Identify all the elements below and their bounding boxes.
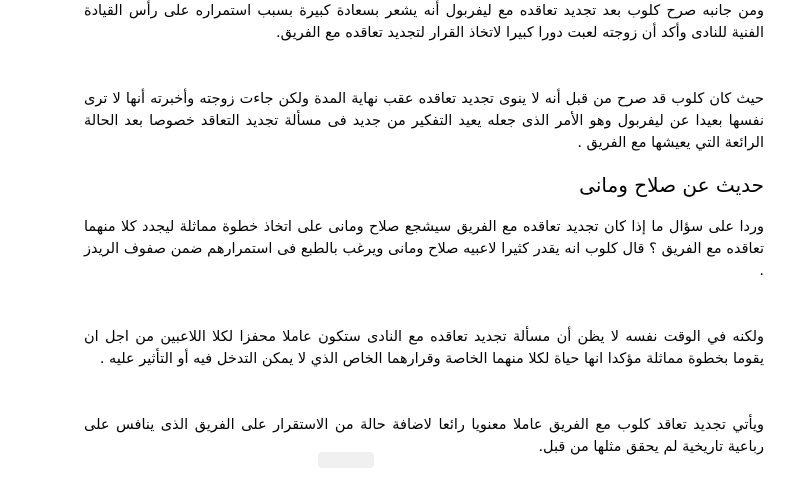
paragraph-players-decision: ولكنه في الوقت نفسه لا يظن أن مسألة تجديد تعاقده مع النادى ستكون عاملا محفزا لكلا اللاعبين من اجل ان يقوما بخطوة مماثلة مؤكدا انها حياة لكلا منهما الخاصة وقرارهما الخاص الذي لا يمكن التدخل فيه أو التأثير عليه . — [84, 329, 764, 367]
paragraph-klopp-statement: ومن جانبه صرح كلوب بعد تجديد تعاقده مع ليفربول أنه يشعر بسعادة كبيرة بسبب استمراره على رأس القيادة الفنية للنادى وأكد أن زوجته لعبت دورا كبيرا لاتخاذ القرار لتجديد تعاقده مع الفريق. — [84, 3, 764, 41]
section-heading: حديث عن صلاح ومانى — [579, 173, 764, 197]
paragraph-stability: ويأتي تجديد تعاقد كلوب مع الفريق عاملا معنويا رائعا لاضافة حالة من الاستقرار على الفريق الذى ينافس على رباعية تاريخية لم يحقق مثلها من قبل. — [84, 417, 764, 455]
paragraph-spacer — [84, 154, 764, 170]
paragraph-spacer — [84, 44, 764, 88]
paragraph-spacer — [84, 200, 764, 216]
paragraph-spacer — [84, 370, 764, 414]
watermark-logo-icon — [316, 448, 376, 472]
paragraph-salah-mane-question: وردا على سؤال ما إذا كان تجديد تعاقده مع الفريق سيشجع صلاح ومانى على اتخاذ خطوة مماثلة ليجدد كلا منهما تعاقده مع الفريق ؟ قال كلوب انه يقدر كثيرا لاعبيه صلاح ومانى ويرغب بالطبع فى استمرارهم ضمن صفوف الريدز . — [84, 219, 764, 279]
paragraph-spacer — [84, 282, 764, 326]
article-body — [84, 0, 764, 458]
paragraph-wife-role: حيث كان كلوب قد صرح من قبل أنه لا ينوى تجديد تعاقده عقب نهاية المدة ولكن جاءت زوجته وأخبرته أنها لا ترى نفسها بعيدا عن ليفربول وهو الأمر الذى جعله يعيد التفكير من جديد فى مسألة تجديد التعاقد خصوصا بعد الحالة الرائعة التي يعيشها مع الفريق . — [84, 91, 764, 151]
